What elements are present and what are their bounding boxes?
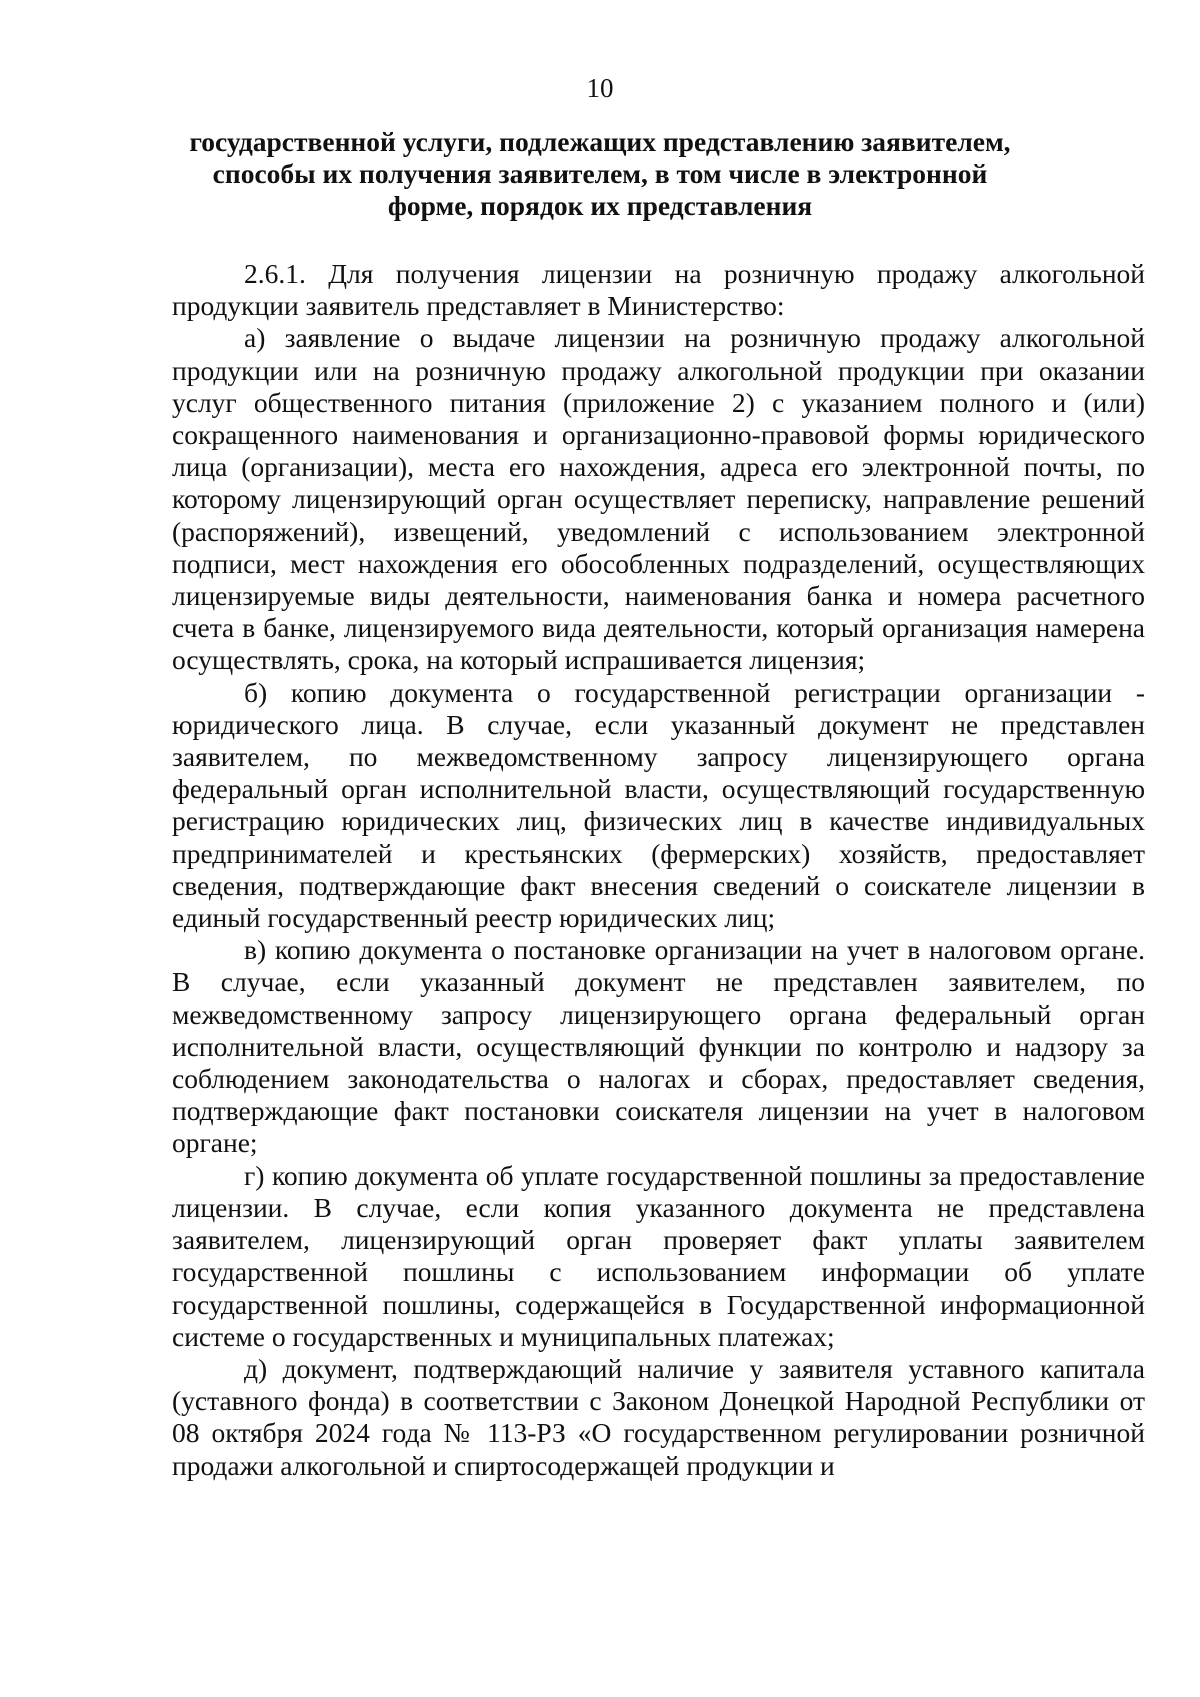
paragraph-item-g: г) копию документа об уплате государственной пошлины за предоставление лицензии. В случае, если копия указанного документа не представлена заявителем, лицензирующий орган проверяет факт уплаты заявителем государственной пошлины с использованием информации об уплате государственной пошлины, содержащейся в Государственной информационной системе о государственных и муниципальных платежах; — [172, 1159, 1145, 1352]
heading-line: способы их получения заявителем, в том числе в электронной — [212, 158, 988, 189]
section-heading — [160, 126, 1040, 222]
paragraph-item-a: а) заявление о выдаче лицензии на розничную продажу алкогольной продукции или на розничную продажу алкогольной продукции при оказании услуг общественного питания (приложение 2) с указанием полного и (или) сокращенного наименования и организационно-правовой формы юридического лица (организации), места его нахождения, адреса его электронной почты, по которому лицензирующий орган осуществляет переписку, направление решений (распоряжений), извещений, уведомлений с использованием электронной подписи, мест нахождения его обособленных подразделений, осуществляющих лицензируемые виды деятельности, наименования банка и номера расчетного счета в банке, лицензируемого вида деятельности, который организация намерена осуществлять, срока, на который испрашивается лицензия; — [172, 322, 1145, 676]
heading-line: государственной услуги, подлежащих представлению заявителем, — [189, 126, 1011, 157]
page-number: 10 — [586, 73, 614, 103]
heading-line: форме, порядок их представления — [387, 190, 813, 221]
paragraph-item-b: б) копию документа о государственной регистрации организации - юридического лица. В случае, если указанный документ не представлен заявителем, по межведомственному запросу лицензирующего органа федеральный орган исполнительной власти, осуществляющий государственную регистрацию юридических лиц, физических лиц в качестве индивидуальных предпринимателей и крестьянских (фермерских) хозяйств, предоставляет сведения, подтверждающие факт внесения сведений о соискателе лицензии в единый государственный реестр юридических лиц; — [172, 676, 1145, 934]
paragraph-item-v: в) копию документа о постановке организации на учет в налоговом органе. В случае, если указанный документ не представлен заявителем, по межведомственному запросу лицензирующего органа федеральный орган исполнительной власти, осуществляющий функции по контролю и надзору за соблюдением законодательства о налогах и сборах, предоставляет сведения, подтверждающие факт постановки соискателя лицензии на учет в налоговом органе; — [172, 934, 1145, 1159]
body-text — [172, 258, 1145, 1482]
paragraph-2-6-1: 2.6.1. Для получения лицензии на розничную продажу алкогольной продукции заявитель представляет в Министерство: — [172, 258, 1145, 322]
paragraph-item-d: д) документ, подтверждающий наличие у заявителя уставного капитала (уставного фонда) в соответствии с Законом Донецкой Народной Республики от 08 октября 2024 года № 113-РЗ «О государственном регулировании розничной продажи алкогольной и спиртосодержащей продукции и — [172, 1352, 1145, 1481]
